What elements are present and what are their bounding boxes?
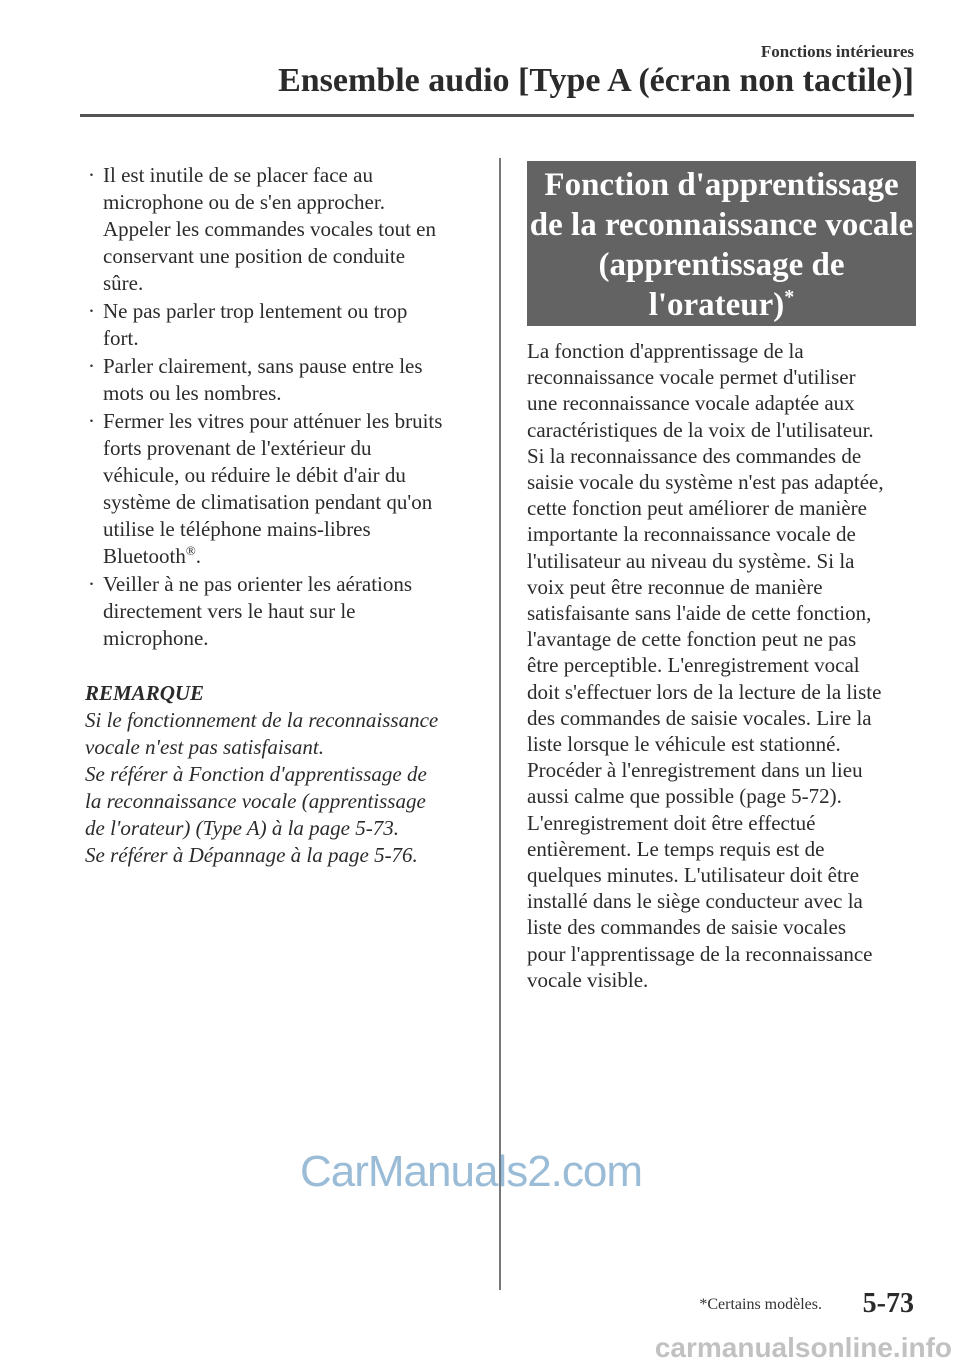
tip-line: Ne pas parler trop lentement ou trop: [103, 299, 408, 323]
tip-item: [85, 298, 480, 352]
tip-line: conservant une position de conduite: [103, 244, 406, 268]
tip-line: directement vers le haut sur le: [103, 599, 356, 623]
note-line: Se référer à Fonction d'apprentissage de: [85, 762, 427, 786]
left-column: [85, 162, 480, 869]
header-divider: [80, 114, 914, 117]
tip-line: fort.: [103, 326, 139, 350]
note-block: [85, 680, 480, 869]
body-line: La fonction d'apprentissage de la: [527, 339, 804, 363]
tip-line: mots ou les nombres.: [103, 381, 282, 405]
tip-line: microphone.: [103, 626, 209, 650]
body-line: importante la reconnaissance vocale de: [527, 522, 856, 547]
body-line: caractéristiques de la voix de l'utilisateur.: [527, 417, 874, 442]
body-line: installé dans le siège conducteur avec la: [527, 889, 863, 914]
tip-line: utilise le téléphone mains-libres: [103, 517, 371, 541]
tip-line: véhicule, ou réduire le débit d'air du: [103, 463, 406, 487]
tip-line: microphone ou de s'en approcher.: [103, 190, 385, 214]
column-divider: [499, 158, 501, 1290]
body-line: une reconnaissance vocale adaptée aux: [527, 391, 855, 416]
bullet-dot-icon: ·: [88, 409, 95, 433]
tip-line: sûre.: [103, 271, 144, 295]
bullet-dot-icon: ·: [88, 299, 95, 323]
registered-mark: ®: [185, 543, 196, 558]
note-line: la reconnaissance vocale (apprentissage: [85, 789, 426, 813]
tip-line: Veiller à ne pas orienter les aérations: [103, 572, 413, 596]
note-line: de l'orateur) (Type A) à la page 5-73.: [85, 816, 399, 840]
bullet-dot-icon: ·: [88, 572, 95, 596]
body-line: reconnaissance vocale permet d'utiliser: [527, 365, 856, 390]
note-line: Se référer à Dépannage à la page 5-76.: [85, 843, 418, 867]
bullet-dot-icon: ·: [88, 354, 95, 378]
body-line: pour l'apprentissage de la reconnaissance: [527, 941, 873, 966]
body-line: Procéder à l'enregistrement dans un lieu: [527, 758, 863, 783]
asterisk-mark: *: [784, 286, 795, 308]
tips-list: [85, 162, 480, 652]
body-line: liste lorsque le véhicule est stationné.: [527, 732, 841, 757]
banner-line: [527, 285, 916, 325]
body-line: quelques minutes. L'utilisateur doit être: [527, 863, 860, 888]
body-line: l'utilisateur au niveau du système. Si la: [527, 548, 855, 573]
note-title: REMARQUE: [85, 681, 205, 705]
body-line: voix peut être reconnue de manière: [527, 574, 823, 599]
note-line: vocale n'est pas satisfaisant.: [85, 735, 324, 759]
tip-line: Appeler les commandes vocales tout en: [103, 217, 436, 241]
tip-line: système de climatisation pendant qu'on: [103, 490, 433, 514]
body-line: aussi calme que possible (page 5-72).: [527, 784, 842, 809]
tip-item: [85, 162, 480, 297]
site-watermark: carmanualsonline.info: [654, 1332, 952, 1363]
body-line: Si la reconnaissance des commandes de: [527, 443, 862, 468]
body-line: doit s'effectuer lors de la lecture de la liste: [527, 679, 882, 704]
tip-line: Fermer les vitres pour atténuer les bruits: [103, 409, 443, 433]
tip-line: forts provenant de l'extérieur du: [103, 436, 372, 460]
body-line: saisie vocale du système n'est pas adaptée,: [527, 470, 884, 495]
right-column-body: [527, 338, 919, 993]
banner-line: de la reconnaissance vocale: [529, 207, 914, 243]
period: .: [195, 544, 201, 568]
tip-line: [103, 543, 480, 570]
watermark-logo: CarManuals2.com: [300, 1147, 643, 1196]
section-label: Fonctions intérieures: [760, 42, 914, 61]
tip-item: [85, 571, 480, 652]
body-line: L'enregistrement doit être effectué: [527, 810, 816, 835]
body-line: entièrement. Le temps requis est de: [527, 836, 825, 861]
note-line: Si le fonctionnement de la reconnaissance: [85, 708, 439, 732]
banner-line: (apprentissage de: [598, 247, 845, 283]
body-line: liste des commandes de saisie vocales: [527, 915, 846, 940]
banner-line: Fonction d'apprentissage: [544, 167, 899, 203]
footnote: *Certains modèles.: [699, 1296, 822, 1313]
body-line: l'avantage de cette fonction peut ne pas: [527, 627, 857, 652]
body-line: être perceptible. L'enregistrement vocal: [527, 653, 860, 678]
bullet-dot-icon: ·: [88, 163, 95, 187]
body-line: des commandes de saisie vocales. Lire la: [527, 705, 872, 730]
body-line: cette fonction peut améliorer de manière: [527, 496, 867, 521]
page-title: Ensemble audio [Type A (écran non tactile)]: [278, 62, 914, 99]
bluetooth-text: Bluetooth: [103, 544, 186, 568]
tip-line: Il est inutile de se placer face au: [103, 163, 373, 187]
tip-item: [85, 408, 480, 570]
page-number: 5-73: [862, 1288, 914, 1319]
tip-item: [85, 353, 480, 407]
banner-last-text: l'orateur): [648, 287, 785, 323]
body-line: vocale visible.: [527, 967, 649, 992]
section-heading-banner: [527, 161, 916, 326]
tip-line: Parler clairement, sans pause entre les: [103, 354, 423, 378]
body-line: satisfaisante sans l'aide de cette fonction,: [527, 601, 872, 626]
